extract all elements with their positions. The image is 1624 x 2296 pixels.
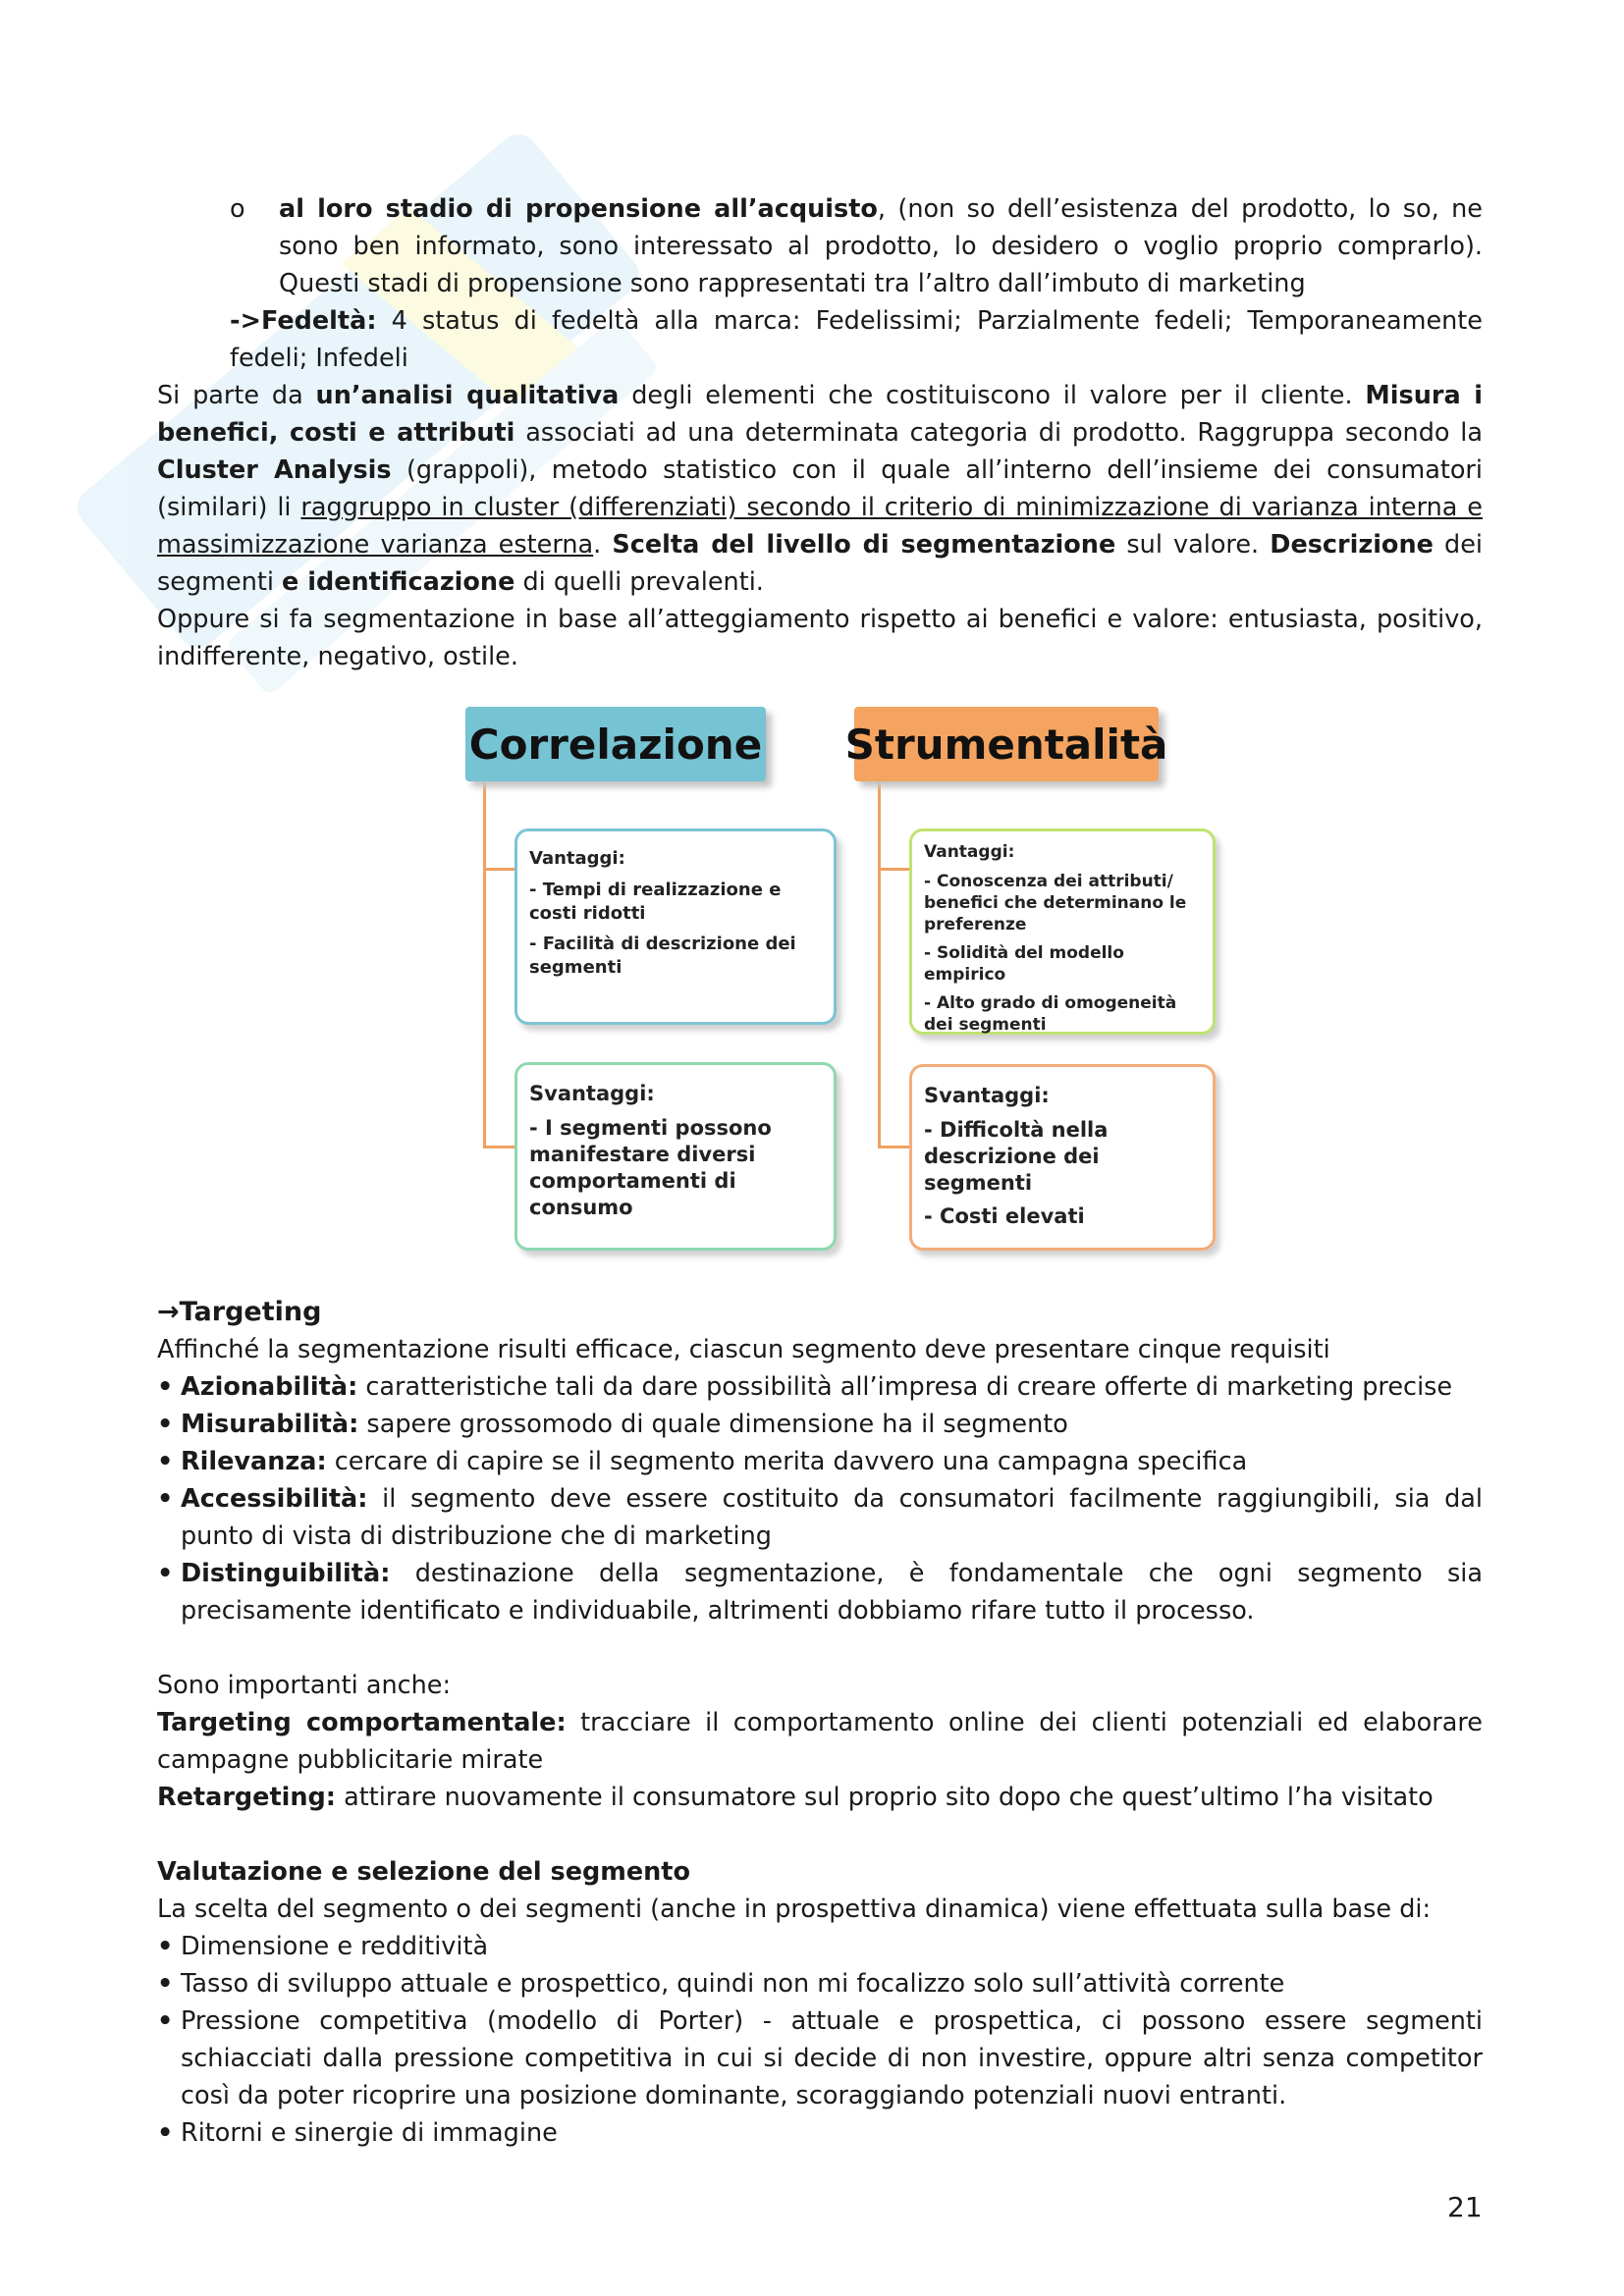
- list-item: • Ritorni e sinergie di immagine: [157, 2114, 1483, 2152]
- list-item: • Accessibilità: il segmento deve essere costituito da consumatori facilmente raggiungibili, sia dal punto di vista di distribuzione che di marketing: [157, 1480, 1483, 1555]
- correlazione-vantaggi-box: Vantaggi: - Tempi di realizzazione e costi ridotti - Facilità di descrizione dei segmenti: [514, 828, 837, 1025]
- targeting-list: [157, 1368, 1483, 1629]
- valutazione-intro: La scelta del segmento o dei segmenti (anche in prospettiva dinamica) viene effettuata sulla base di:: [157, 1895, 1432, 1924]
- targeting-intro: Affinché la segmentazione risulti efficace, ciascun segmento deve presentare cinque requisiti: [157, 1335, 1330, 1364]
- list-item: • Azionabilità: caratteristiche tali da dare possibilità all’impresa di creare offerte di marketing precise: [157, 1368, 1483, 1406]
- list-item: • Pressione competitiva (modello di Porter) - attuale e prospettica, ci possono essere segmenti schiacciati dalla pressione competitiva in cui si decide di non investire, oppure altri senza competitor così da poter ricoprire una posizione dominante, scoraggiando potenziali nuovi entranti.: [157, 2002, 1483, 2114]
- strumentalita-svantaggi-box: Svantaggi: - Difficoltà nella descrizione dei segmenti - Costi elevati: [909, 1064, 1216, 1251]
- list-item: • Dimensione e redditività: [157, 1928, 1483, 1965]
- connector-right-vertical: [878, 781, 881, 1148]
- strumentalita-vantaggi-box: Vantaggi: - Conoscenza dei attributi/ benefici che determinano le preferenze - Solidità del modello empirico - Alto grado di omogeneità dei segmenti: [909, 828, 1216, 1035]
- fedelta-line: ->Fedeltà: 4 status di fedeltà alla marca: Fedelissimi; Parzialmente fedeli; Temporaneamente fedeli; Infedeli: [230, 306, 1483, 373]
- list-item: • Misurabilità: sapere grossomodo di quale dimensione ha il segmento: [157, 1406, 1483, 1443]
- strumentalita-title: Strumentalità: [854, 707, 1159, 781]
- targeting-section: [157, 1294, 1483, 2152]
- connector-right-bottom: [878, 1146, 909, 1148]
- list-item: • Tasso di sviluppo attuale e prospettico, quindi non mi focalizzo solo sull’attività corrente: [157, 1965, 1483, 2002]
- intro-section: [157, 190, 1483, 675]
- anche-intro: Sono importanti anche:: [157, 1671, 452, 1700]
- list-item: • Distinguibilità: destinazione della segmentazione, è fondamentale che ogni segmento sia precisamente identificato e individuabile, altrimenti dobbiamo rifare tutto il processo.: [157, 1555, 1483, 1629]
- connector-right-top: [878, 868, 909, 871]
- correlazione-title: Correlazione: [465, 707, 766, 781]
- analysis-paragraph: Si parte da un’analisi qualitativa degli elementi che costituiscono il valore per il cliente. Misura i benefici, costi e attributi associati ad una determinata categoria di prodotto. Raggruppa secondo la Cluster Analysis (grappoli), metodo statistico con il quale all’interno dell’insieme dei consumatori (similari) li raggruppo in cluster (differenziati) secondo il criterio di minimizzazione di varianza interna e massimizzazione varianza esterna. Scelta del livello di segmentazione sul valore. Descrizione dei segmenti e identificazione di quelli prevalenti.: [157, 381, 1484, 597]
- connector-left-bottom: [483, 1146, 514, 1148]
- oppure-paragraph: Oppure si fa segmentazione in base all’atteggiamento rispetto ai benefici e valore: entusiasta, positivo, indifferente, negativo, ostile.: [157, 605, 1483, 671]
- retargeting: Retargeting: attirare nuovamente il consumatore sul proprio sito dopo che quest’ultimo l’ha visitato: [157, 1783, 1434, 1812]
- stadio-bullet: o al loro stadio di propensione all’acquisto, (non so dell’esistenza del prodotto, lo so, ne sono ben informato, sono interessato al prodotto, lo desidero o voglio proprio comprarlo). Questi stadi di propensione sono rappresentati tra l’altro dall’imbuto di marketing: [157, 190, 1483, 302]
- segmentation-diagram: [452, 707, 1227, 1256]
- page-number: 21: [1447, 2191, 1483, 2223]
- targeting-comportamentale: Targeting comportamentale: tracciare il comportamento online dei clienti potenziali ed elaborare campagne pubblicitarie mirate: [157, 1708, 1483, 1775]
- correlazione-svantaggi-box: Svantaggi: - I segmenti possono manifestare diversi comportamenti di consumo: [514, 1062, 837, 1251]
- list-item: • Rilevanza: cercare di capire se il segmento merita davvero una campagna specifica: [157, 1443, 1483, 1480]
- connector-left-vertical: [483, 781, 486, 1148]
- targeting-title: →Targeting: [157, 1297, 322, 1327]
- bullet-o-icon: o: [230, 194, 245, 224]
- valutazione-list: [157, 1928, 1483, 2152]
- connector-left-top: [483, 868, 514, 871]
- valutazione-title: Valutazione e selezione del segmento: [157, 1857, 690, 1887]
